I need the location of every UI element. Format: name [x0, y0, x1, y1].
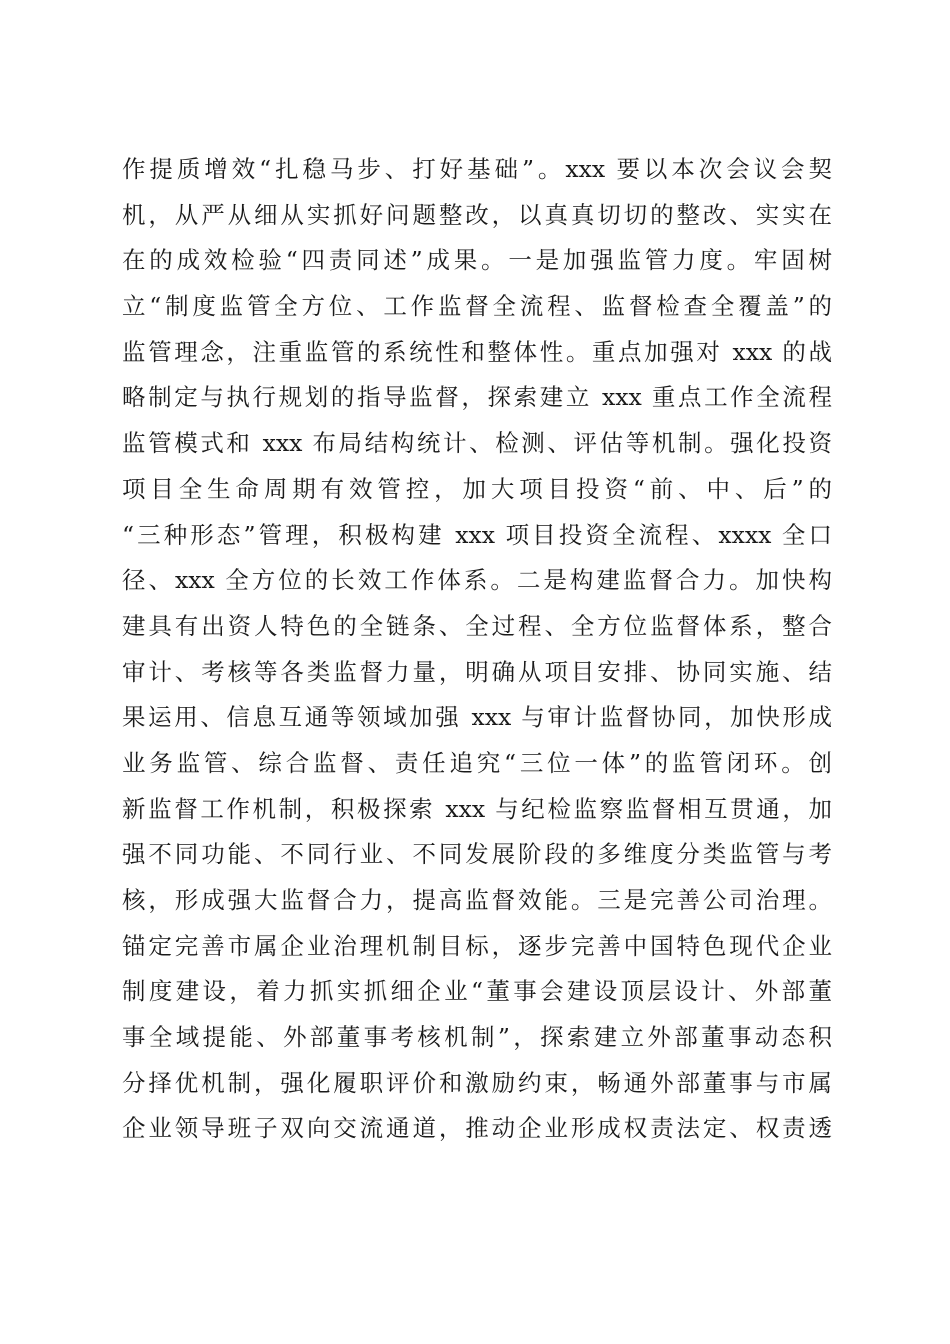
text-line: “三种形态”管理，积极构建 xxx 项目投资全流程、xxxx 全口 [122, 520, 832, 549]
text-line: 制度建设，着力抓实抓细企业“董事会建设顶层设计、外部董 [122, 977, 832, 1006]
text-line: 机，从严从细从实抓好问题整改，以真真切切的整改、实实在 [122, 200, 832, 229]
text-line: 强不同功能、不同行业、不同发展阶段的多维度分类监管与考 [122, 840, 832, 869]
body-text [122, 147, 832, 1152]
text-line: 核，形成强大监督合力，提高监督效能。三是完善公司治理。 [122, 886, 832, 914]
text-line: 监管模式和 xxx 布局结构统计、检测、评估等机制。强化投资 [122, 429, 832, 458]
text-line: 建具有出资人特色的全链条、全过程、全方位监督体系，整合 [122, 611, 832, 640]
text-line: 监管理念，注重监管的系统性和整体性。重点加强对 xxx 的战 [122, 337, 832, 366]
text-line: 锚定完善市属企业治理机制目标，逐步完善中国特色现代企业 [122, 931, 832, 960]
text-line: 略制定与执行规划的指导监督，探索建立 xxx 重点工作全流程 [122, 383, 832, 412]
text-line: 新监督工作机制，积极探索 xxx 与纪检监察监督相互贯通，加 [122, 794, 832, 823]
text-line: 项目全生命周期有效管控，加大项目投资“前、中、后”的 [122, 474, 832, 503]
text-line: 事全域提能、外部董事考核机制”，探索建立外部董事动态积 [122, 1023, 832, 1052]
text-line: 果运用、信息互通等领域加强 xxx 与审计监督协同，加快形成 [122, 703, 832, 732]
text-line: 在的成效检验“四责同述”成果。一是加强监管力度。牢固树 [122, 246, 832, 275]
text-line: 审计、考核等各类监督力量，明确从项目安排、协同实施、结 [122, 657, 832, 686]
text-line: 径、xxx 全方位的长效工作体系。二是构建监督合力。加快构 [122, 566, 832, 595]
text-line: 业务监管、综合监督、责任追究“三位一体”的监管闭环。创 [122, 748, 832, 777]
text-line: 作提质增效“扎稳马步、打好基础”。xxx 要以本次会议会契 [122, 155, 832, 183]
text-line: 分择优机制，强化履职评价和激励约束，畅通外部董事与市属 [122, 1068, 832, 1097]
text-line: 企业领导班子双向交流通道，推动企业形成权责法定、权责透 [122, 1114, 832, 1143]
text-line: 立“制度监管全方位、工作监督全流程、监督检查全覆盖”的 [122, 292, 832, 321]
